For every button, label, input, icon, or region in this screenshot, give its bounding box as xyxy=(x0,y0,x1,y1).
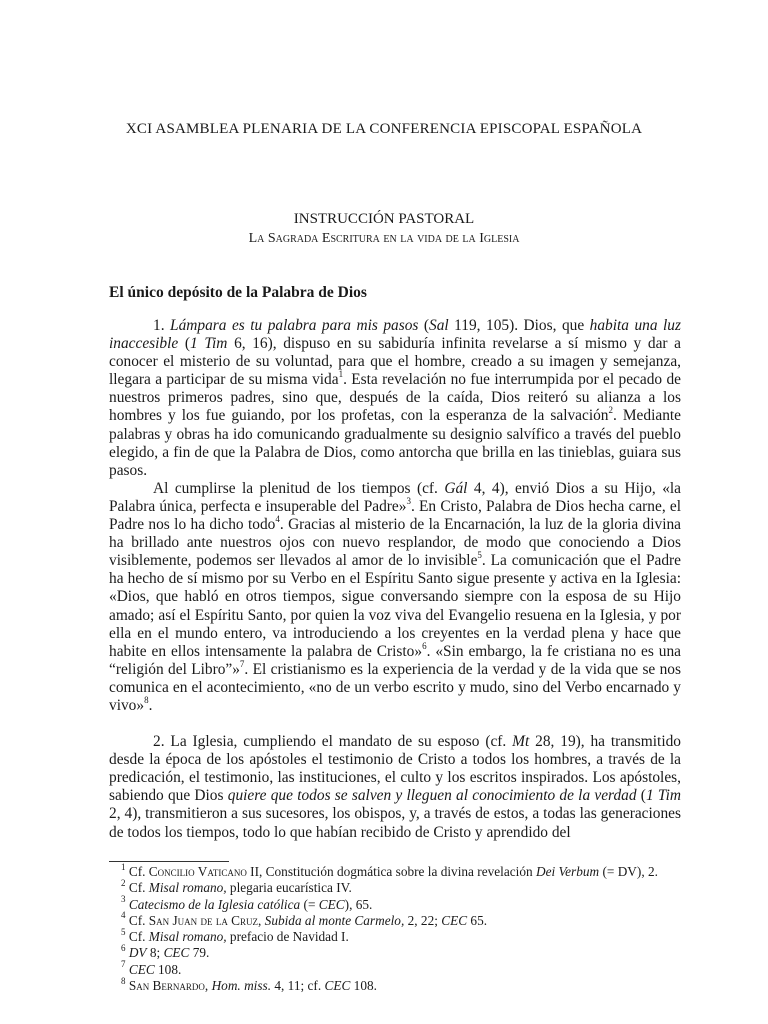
footnote-2 xyxy=(109,877,681,896)
footnote-number: 7 xyxy=(121,959,126,970)
footnote-number: 8 xyxy=(121,975,126,986)
text: . «Sin embargo, la fe cristiana no es una “religión del Libro”» xyxy=(109,642,682,678)
text: Concilio Vaticano II xyxy=(148,864,260,879)
footnote-number: 5 xyxy=(121,926,126,937)
footnote-8 xyxy=(109,975,681,994)
footnote-4 xyxy=(109,910,681,929)
document-kind: INSTRUCCIÓN PASTORAL xyxy=(293,211,475,227)
text: 119, 105). Dios, que xyxy=(448,317,590,334)
text: DV xyxy=(128,945,147,961)
text: 1 Tim xyxy=(190,335,228,353)
text: (= xyxy=(300,896,319,912)
footnote-6 xyxy=(109,945,681,961)
text: 4, 11; cf. xyxy=(271,978,325,994)
text: CEC xyxy=(318,896,345,912)
text: Dei Verbum xyxy=(535,864,600,879)
document-title: La Sagrada Escritura en la vida de la Iglesia xyxy=(248,231,520,246)
text: quiere que todos se salven y lleguen al conocimiento de la verdad xyxy=(227,787,637,805)
text: 28, 19), ha transmitido desde la época de los apóstoles el testimonio de Cristo a todos los hombres, a través de la predicación, el testimonio, las instituciones, el culto y los escritos inspirados. Los apóstoles, sabiendo que Dios xyxy=(109,733,681,805)
footnote-ref: 2 xyxy=(608,405,614,416)
text: Cf. xyxy=(125,864,149,879)
text: 4, 4), envió Dios a su Hijo, «la Palabra única, perfecta e insuperable del Padre» xyxy=(109,479,681,515)
footnote-ref: 3 xyxy=(406,495,411,506)
footnote-divider xyxy=(109,861,229,862)
text: Cf. xyxy=(125,912,149,928)
document-header: XCI ASAMBLEA PLENARIA DE LA CONFERENCIA EPISCOPAL ESPAÑOLA xyxy=(125,121,643,137)
text: Gál xyxy=(444,479,468,497)
text: . La comunicación que el Padre ha hecho de sí mismo por su Verbo en el Espíritu Santo sigue presente y activa en la Iglesia: «Dios, que habló en otros tiempos, sigue conversando siempre con la esposa de su Hijo amado; así el Espíritu Santo, por quien la voz viva del Evangelio resuena en la Iglesia, y por ella en el mundo entero, va introduciendo a los creyentes en la verdad plena y hace que habite en ellos intensamente la palabra de Cristo» xyxy=(109,552,681,660)
text: Hom. miss. xyxy=(211,978,272,994)
footnote-7 xyxy=(109,959,681,978)
text: Lámpara es tu palabra para mis pasos xyxy=(170,317,419,334)
footnote-ref: 7 xyxy=(239,658,245,669)
text: Misal romano, xyxy=(148,880,227,896)
footnote-1 xyxy=(109,861,681,880)
body-text xyxy=(109,317,681,842)
footnote-ref: 8 xyxy=(144,694,149,705)
text: 2, 22; xyxy=(404,912,442,928)
text: 65. xyxy=(467,912,488,928)
text: . El cristianismo es la experiencia de la verdad y de la vida que se nos comunica en el acontecimiento, «no de un verbo escrito y mudo, sino del Verbo encarnado y vivo» xyxy=(109,660,681,714)
text: CEC xyxy=(128,961,155,977)
text: ( xyxy=(178,335,190,353)
text: 2. La Iglesia, cumpliendo el mandato de su esposo (cf. xyxy=(153,733,513,751)
footnotes xyxy=(109,861,681,994)
text: San Juan de la Cruz xyxy=(148,912,259,928)
footnote-5 xyxy=(109,926,681,945)
footnote-number: 1 xyxy=(121,861,126,872)
text: . xyxy=(148,696,153,714)
text: 79. xyxy=(189,945,210,961)
text: Sal xyxy=(429,317,449,334)
text: CEC xyxy=(324,978,351,994)
text: 1 Tim xyxy=(645,787,681,805)
text: , xyxy=(258,912,265,928)
text: Misal romano, xyxy=(148,929,227,945)
text: . En Cristo, Palabra de Dios hecha carne, el Padre nos lo ha dicho todo xyxy=(109,497,681,534)
text: , Constitución dogmática sobre la divina revelación xyxy=(259,864,536,879)
text: Mt xyxy=(512,733,530,751)
text: Cf. xyxy=(125,929,149,945)
text: Subida al monte Carmelo, xyxy=(264,912,405,928)
text: ( xyxy=(418,317,430,334)
text: 108. xyxy=(154,961,182,977)
footnote-ref: 5 xyxy=(477,550,482,561)
text: 2, 4), transmitieron a sus sucesores, los obispos, y, a través de estos, a todas las generaciones de todos los tiempos, todo lo que habían recibido de Cristo y aprendido del xyxy=(109,805,681,841)
footnote-3 xyxy=(109,894,681,913)
text: 8; xyxy=(146,945,164,961)
text: . Esta revelación no fue interrumpida por el pecado de nuestros primeros padres, sino que, después de la caída, Dios reiteró su alianza a los hombres y los fue guiando, por los profetas, con la esperanza de la salvación xyxy=(109,371,681,425)
footnote-number: 4 xyxy=(121,910,126,921)
footnote-ref: 4 xyxy=(275,513,280,524)
section-title: El único depósito de la Palabra de Dios xyxy=(109,284,367,301)
footnote-number: 3 xyxy=(121,894,126,905)
footnote-ref: 6 xyxy=(422,640,427,651)
text: . Mediante palabras y obras ha ido comunicando gradualmente su designio salvífico a través del pueblo elegido, a fin de que la Palabra de Dios, como antorcha que brilla en las tinieblas, guiara sus pasos. xyxy=(109,407,681,479)
text: , xyxy=(204,978,212,994)
text: Cf. xyxy=(125,880,149,896)
text: 1. xyxy=(153,317,171,334)
text: ( xyxy=(636,787,646,805)
text: prefacio de Navidad I. xyxy=(226,929,349,945)
footnote-number: 2 xyxy=(121,877,126,888)
text: 108. xyxy=(350,978,377,994)
text: . Gracias al misterio de la Encarnación, la luz de la gloria divina ha brillado ante nuestros ojos con nuevo resplandor, de modo que conociendo a Dios visiblemente, podemos ser llevados al amor de lo invisible xyxy=(109,516,681,570)
paragraph-1 xyxy=(109,317,681,480)
text: ), 65. xyxy=(344,896,373,912)
text: habita una luz inaccesible xyxy=(109,317,681,353)
text: Al cumplirse la plenitud de los tiempos (cf. xyxy=(153,479,445,497)
text: CEC xyxy=(441,912,468,928)
text: San Bernardo xyxy=(128,978,205,994)
text: 6, 16), dispuso en su sabiduría infinita revelarse a sí mismo y dar a conocer el misterio de su voluntad, para que el hombre, creado a su imagen y semejanza, llegara a participar de su misma vida xyxy=(109,335,681,389)
footnote-ref: 1 xyxy=(338,369,344,380)
text: CEC xyxy=(163,945,190,961)
text: plegaria eucarística IV. xyxy=(226,880,352,896)
footnote-number: 6 xyxy=(121,943,126,954)
paragraph-2 xyxy=(109,480,681,715)
text: (= DV), 2. xyxy=(599,864,658,879)
paragraph-3 xyxy=(109,733,681,842)
text: Catecismo de la Iglesia católica xyxy=(128,896,301,912)
